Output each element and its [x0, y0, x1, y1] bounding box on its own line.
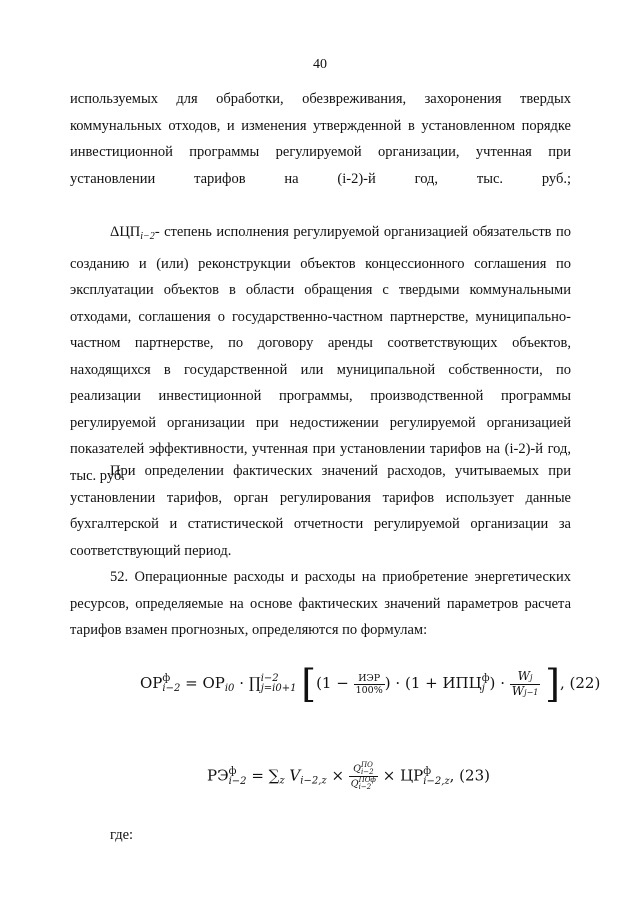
f22-prod-scripts	[261, 674, 297, 694]
f22-lhs-scripts	[162, 674, 180, 694]
f23-cr-sup: ф	[423, 765, 432, 777]
f23-v: V	[289, 766, 301, 785]
f23-lhs-sub: i−2	[228, 775, 247, 787]
f22-ipc-scripts	[482, 674, 490, 694]
f22-lhs-sup: ф	[162, 673, 171, 684]
formula-23	[207, 762, 490, 791]
f23-cr: ЦР	[400, 766, 424, 785]
f23-q-num-letter: Q	[353, 763, 361, 775]
f23-eq: = ∑	[251, 766, 280, 785]
formula-22	[140, 662, 600, 706]
f22-dot1: ·	[395, 674, 401, 692]
f22-w-den-sub: j−1	[524, 687, 539, 697]
paragraph-3-text: При определении фактических значений расходов, учитываемых при установлении тарифов, орган регулирования тарифов использует данные бухгалтерской и статистической отчетности регулируемой организации за соответствующий период.	[70, 463, 571, 559]
f23-q-den-scripts	[359, 777, 376, 791]
f22-open-bracket: [	[301, 662, 317, 706]
f22-dot2: ·	[500, 674, 505, 692]
paragraph-4	[70, 564, 571, 644]
f23-q-den-sup: ПОф	[358, 776, 376, 784]
paragraph-3	[70, 458, 571, 564]
f22-label: , (22)	[559, 674, 601, 692]
f23-q-den	[349, 777, 378, 791]
f22-w-fraction	[510, 670, 541, 699]
f23-lhs-sup: ф	[228, 765, 237, 777]
f23-q-den-letter: Q	[350, 778, 359, 790]
dcp-symbol: ΔЦП	[110, 224, 141, 240]
paragraph-1	[70, 86, 571, 192]
f23-times2: ×	[382, 766, 396, 785]
f22-w-num-sub: j	[529, 672, 533, 682]
f22-prod-sup: i−2	[260, 673, 279, 684]
f23-sum-sub: z	[279, 775, 285, 787]
f23-times1: ×	[331, 766, 345, 785]
f23-lhs-scripts	[229, 767, 247, 787]
f23-cr-scripts	[423, 767, 449, 787]
f22-prod: · ∏	[239, 674, 261, 692]
f22-prod-sub: j=i0+1	[260, 683, 297, 694]
f22-w-den-letter: W	[511, 683, 525, 698]
f23-v-sub: i−2,z	[300, 775, 327, 787]
f22-lhs: ОР	[140, 674, 163, 692]
f22-op-sub: i0	[224, 683, 235, 694]
f23-lhs: РЭ	[207, 766, 229, 785]
f22-lhs-sub: i−2	[162, 683, 181, 694]
f22-ier-fraction	[354, 673, 385, 696]
f23-cr-sub: i−2,z	[423, 775, 450, 787]
f22-w-den	[510, 685, 541, 699]
f22-frac-num: ИЭР	[354, 673, 385, 685]
f22-close-bracket: ]	[545, 662, 560, 706]
f23-q-fraction	[349, 762, 378, 791]
f22-paren1-close: )	[384, 674, 391, 692]
f23-q-num-sup: ПО	[360, 761, 373, 769]
paragraph-2	[70, 219, 571, 489]
paragraph-4-text: 52. Операционные расходы и расходы на приобретение энергетических ресурсов, определяемые на основе фактических значений параметров расчета тарифов взамен прогнозных, определяются по формулам:	[70, 569, 571, 638]
f22-paren1-open: (1 −	[316, 674, 349, 692]
dcp-subscript: i−2	[140, 231, 155, 242]
f23-q-den-sub: i−2	[358, 783, 372, 791]
f22-paren2-close: )	[489, 674, 496, 692]
paragraph-2-text: - степень исполнения регулируемой организацией обязательств по созданию и (или) реконструкции объектов концессионного соглашения по эксплуатации объектов в области обращения с твердыми коммунальными отходами, соглашения о государственно-частном партнерстве, муниципально-частном партнерстве, по договору аренды соответствующих объектов, находящихся в государственной или муниципальной собственности, по реализации инвестиционной программы, производственной программы регулируемой организации при недостижении регулируемой организацией показателей эффективности, учтенная при установлении тарифов на (i-2)-й год, тыс. руб.	[70, 224, 571, 484]
f23-q-num-sub: i−2	[360, 768, 374, 776]
f22-w-num-letter: W	[517, 668, 530, 683]
f22-eq: = ОР	[185, 674, 225, 692]
f22-ipc-sub: j	[481, 683, 485, 694]
f22-paren2: (1 + ИПЦ	[404, 674, 482, 692]
f23-q-num	[349, 762, 378, 777]
page-number: 40	[313, 57, 327, 72]
f23-label: , (23)	[449, 766, 490, 785]
f22-w-num	[510, 670, 541, 685]
f23-q-num-scripts	[361, 762, 374, 776]
paragraph-1-text: используемых для обработки, обезвреживания, захоронения твердых коммунальных отходов, и изменения утвержденной в установленном порядке инвестиционной программы регулируемой организации, учтенная при установлении тарифов на (i-2)-й год, тыс. руб.;	[70, 91, 571, 187]
where-label: где:	[110, 827, 134, 843]
f22-frac-den: 100%	[355, 684, 383, 696]
f22-ipc-sup: ф	[481, 673, 490, 684]
